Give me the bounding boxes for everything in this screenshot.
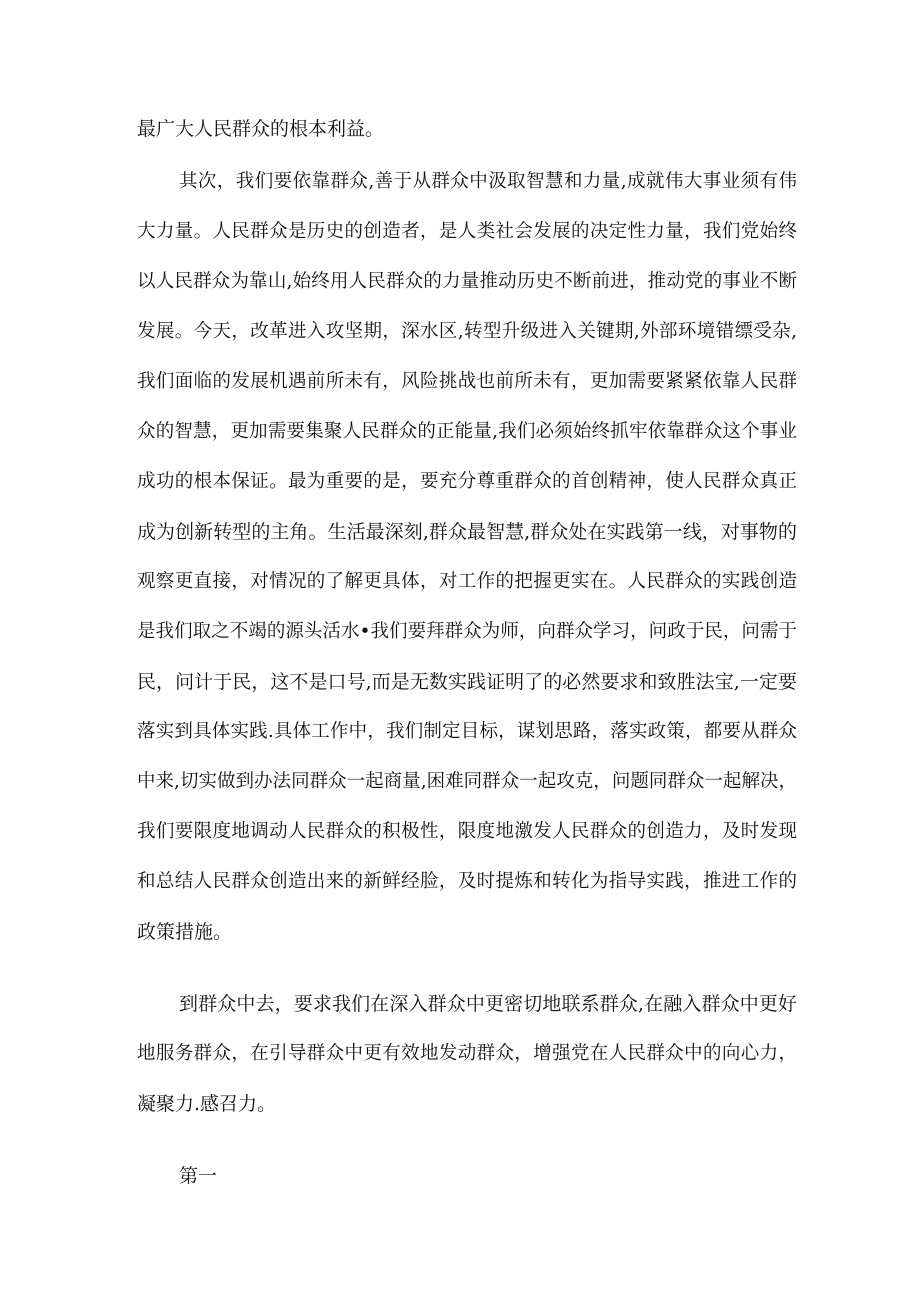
- text-line: 众的智慧，更加需要集聚人民群众的正能量,我们必须始终抓牢依靠群众这个事业: [137, 421, 797, 442]
- text-line: 中来,切实做到办法同群众一起商量,困难同群众一起攻克，问题同群众一起解决，: [137, 771, 797, 792]
- text-line: 政策措施。: [137, 921, 233, 943]
- text-line: 第一: [179, 1165, 218, 1187]
- text-line: 其次，我们要依靠群众,善于从群众中汲取智慧和力量,成就伟大事业须有伟: [179, 171, 797, 192]
- text-line: 最广大人民群众的根本利益。: [137, 118, 385, 140]
- text-line: 地服务群众，在引导群众中更有效地发动群众，增强党在人民群众中的向心力，: [137, 1043, 797, 1064]
- text-line: 以人民群众为靠山,始终用人民群众的力量推动历史不断前进，推动党的事业不断: [137, 271, 797, 292]
- text-line: 是我们取之不竭的源头活水•我们要拜群众为师，向群众学习，问政于民，问需于: [137, 621, 797, 642]
- text-line: 成为创新转型的主角。生活最深刻,群众最智慧,群众处在实践第一线，对事物的: [137, 521, 797, 543]
- text-line: 和总结人民群众创造出来的新鲜经脸，及时提炼和转化为指导实践，推进工作的: [137, 871, 797, 892]
- text-line: 凝聚力.感召力。: [137, 1093, 277, 1115]
- text-line: 成功的根本保证。最为重要的是，要充分尊重群众的首创精神，使人民群众真正: [137, 471, 797, 492]
- text-line: 到群众中去，要求我们在深入群众中更密切地联系群众,在融入群众中更好: [179, 993, 797, 1015]
- text-line: 落实到具体实践.具体工作中，我们制定目标，谋划思路，落实政策，都要从群众: [137, 721, 797, 742]
- text-line: 我们要限度地调动人民群众的积极性，限度地激发人民群众的创造力，及时发现: [137, 821, 797, 842]
- text-line: 我们面临的发展机遇前所未有，风险挑战也前所未有，更加需要紧紧依靠人民群: [137, 371, 797, 392]
- text-line: 观察更直接，对情况的了解更具体，对工作的把握更实在。人民群众的实践创造: [137, 571, 797, 592]
- text-line: 民，问计于民，这不是口号,而是无数实践证明了的必然要求和致胜法宝,一定要: [137, 671, 797, 693]
- text-line: 发展。今天，改革进入攻坚期，深水区,转型升级进入关键期,外部环境错缥受杂,: [137, 321, 797, 342]
- text-line: 大力量。人民群众是历史的创造者，是人类社会发展的决定性力量，我们党始终: [137, 221, 797, 242]
